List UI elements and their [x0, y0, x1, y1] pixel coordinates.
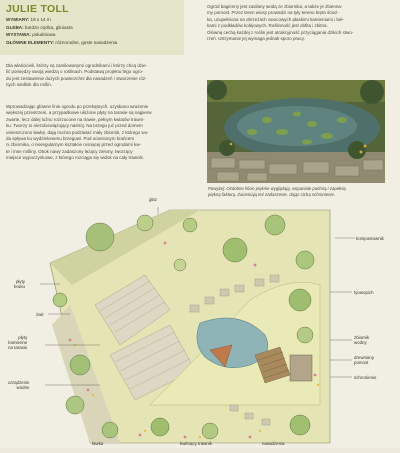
label-lawka: ławka	[92, 441, 104, 446]
label-zbiornik-wodny: zbiornik wodny	[354, 335, 370, 345]
label-nasadzenia: nasadzenia	[262, 441, 285, 446]
label-tyowopich: tyowopich	[354, 290, 374, 295]
pond-photo	[207, 80, 385, 183]
meta-exposure: WYSTAWA: południowa	[6, 32, 56, 37]
label-glaz: głaz	[149, 197, 158, 202]
right-paragraph: Ogród bagienny jest zasilany wodą ze zbiornika, a także je zbienna- my pomost. Przez teren wiosy prowadzi na tyły terenu kręta ścież- ka, uzupełniona na obrzeżach owocowych płaskimi kamieniami i bel- kami z podkładów kolejowych. Roślinność jest obfita i zbitna. Główną cechą każdej z roślin jest atrakcyjność przyciągania dzikich stwo- rzeń. Utrzymanie jej wymaga jednak sporo pracy.	[207, 4, 354, 42]
meta-main-elements: GŁÓWNE ELEMENTY: różnorodne, gęste nasadzenia	[6, 39, 118, 45]
label-kompostownik: kompostownik	[356, 236, 384, 241]
meta-dimensions: WYMIARY: 18 x 14 m	[6, 17, 51, 22]
meta-soil: GLEBA: bardzo ciężka, gliniasta	[6, 24, 73, 30]
designer-title: JULIE TOLL	[6, 3, 69, 15]
label-drewniany-pomost: drewniany pomost	[354, 355, 375, 365]
label-plyty-kamienne: płyty kamienne na tarasie	[8, 335, 28, 350]
label-schronienie: schronienie	[354, 375, 377, 380]
info-card	[0, 0, 184, 55]
label-zwir: żwir	[36, 312, 44, 317]
intro-paragraph: Dla właścicieli, którzy są zamiłowanymi ogrodnikami i którzy chcą dzie- lić pomiędzy swoją wiedzą o roślinach. Podstawą projektu tego ogro- du jest zestawienie dużych powierzchni dla nasadzeń i stworzenie róż- nych siedlisk dla roślin.	[6, 63, 148, 88]
photo-caption: Powyżej: Ozdobne liście pięknie wyglądają, wspaniale pachną i zapełnią piękną fakturą. Zacieniają też zadaszenie, dając cichą schronienie.	[208, 186, 346, 198]
label-kwitnacy-trawnik: kwitnący trawnik	[180, 441, 212, 446]
garden-plan	[0, 197, 400, 448]
label-plyty-bruku: płyty bruku	[14, 279, 25, 289]
garden-plan-drawing	[0, 205, 400, 448]
body-paragraph: Wprowadzając główne linie ogrodu po przekątnych, uzyskano wrażenie większej przestrzeni, a przypadkowe ułożone płyty na tarasie są najpierw zwarte, lecz dalej luźno rozrzucone na trawie, pełnym kwiatów trawni- ku. Tworzy to niezobowiązujący nastrój. Na brzegu już przed domem umieszczono ławkę, dają można podziwiać mały zbiornik, z którego wo- da spływa ku wydzielonemu brzegowi. Pod ocienionym krańcem ni zbiornika, o nieregularnym kształcie rosnącej przed ogrodami kw- te i inne rośliny. Obok nawy zadaszony leżący zielony, tworzący miejsce wypoczynkowe, z którego rozciąga się widok na cały trawnik.	[6, 104, 152, 161]
label-urzadzenie-wodne: urządzenie wodne	[8, 380, 30, 390]
